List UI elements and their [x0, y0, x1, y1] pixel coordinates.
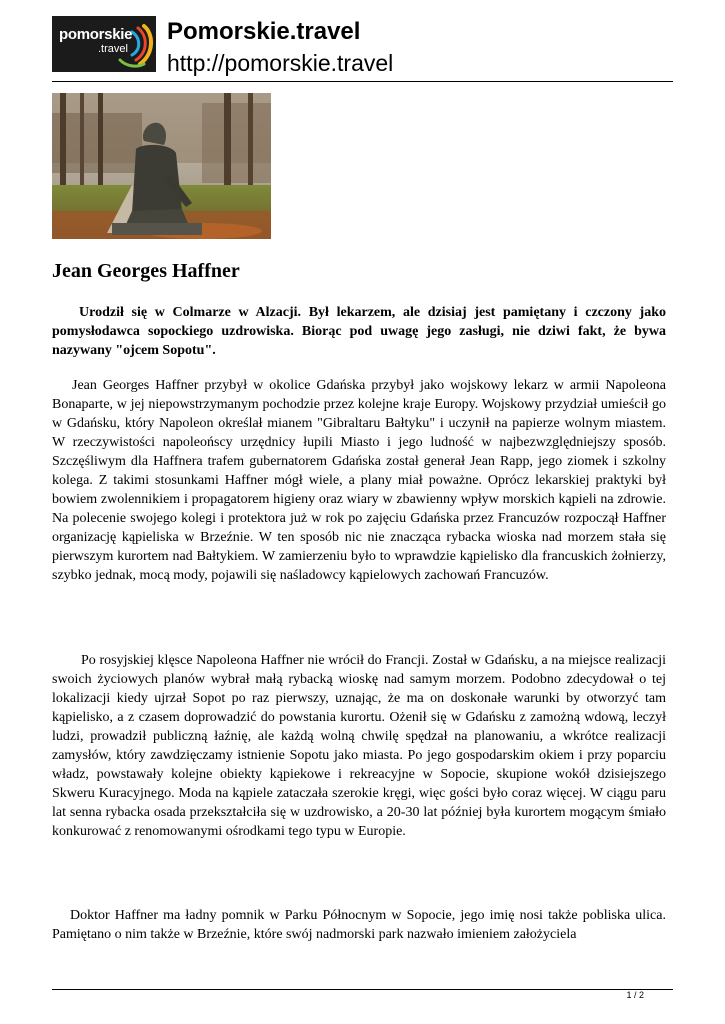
article-paragraph-2: Po rosyjskiej klęsce Napoleona Haffner nie wrócił do Francji. Został w Gdańsku, a na miejsce realizacji swoich życiowych planów wybrał małą rybacką wioskę nad samym morzem. Podobno zdecydował o tej lokalizacji kiedy ujrzał Sopot po raz pierwszy, uznając, że ma on doskonałe warunki by otworzyć tam kąpielisko, a z czasem doprowadzić do powstania kurortu. Ożenił się w Gdańsku z zamożną wdową, leczył ludzi, prowadził publiczną łaźnię, ale każdą wolną chwilę spędzał na planowaniu, a wkrótce realizacji zamysłów, który zawdzięczamy istnienie Sopotu jako miasta. Po jego gospodarskim okiem i przy poparciu władz, powstawały kolejne obiekty kąpiekowe i rekreacyjne w Sopocie, skupione wokół dzisiejszego Skweru Kuracyjnego. Moda na kąpiele zataczała szerokie kręgi, więc gości było coraz więcej. W ciągu paru lat senna rybacka osada przekształciła się w uzdrowisko, a 20-30 lat później była kurortem mogącym śmiało konkurować z renomowanymi ośrodkami tego typu w Europie. [52, 653, 666, 839]
monument-image [52, 93, 271, 239]
header-divider [52, 81, 673, 82]
site-url[interactable]: http://pomorskie.travel [167, 50, 394, 76]
footer-divider [52, 989, 673, 990]
site-title: Pomorskie.travel [167, 18, 361, 45]
article-paragraph-1: Jean Georges Haffner przybył w okolice Gdańska przybył jako wojskowy lekarz w armii Napoleona Bonaparte, w jej niepowstrzymanym pochodzie przez kolejne kraje Europy. Wojskowy przydział umieścił go w Gdańsku, który Napoleon określał mianem "Gibraltaru Bałtyku" i uczynił na papierze wolnym miastem. W rzeczywistości napoleońscy urzędnicy łupili Miasto i jego ludność w najbezwzględniejszy sposób. Szczęśliwym dla Haffnera trafem gubernatorem Gdańska został generał Jean Rapp, jego ziomek i szkolny kolega. Z takimi stosunkami Haffner mógł wiele, a plany miał poważne. Oprócz lekarskiej praktyki był bowiem zwolennikiem i propagatorem higieny oraz wiary w zbawienny wpływ morskich kąpieli na zdrowie. Na polecenie swojego kolegi i protektora już w rok po zajęciu Gdańska przez Francuzów rozpoczął Haffner organizację kąpieliska w Brzeźnie. W ten sposób nic nie znacząca rybacka wioska nad morzem stała się pierwszym kurortem nad Bałtykiem. W zamierzeniu było to wprawdzie kąpielisko dla francuskich żołnierzy, szybko jednak, mocą mody, pojawili się naśladowcy kąpielowych zachowań Francuzów. [52, 378, 666, 583]
page-header [52, 16, 673, 82]
article-title: Jean Georges Haffner [52, 260, 240, 282]
haffner-monument-photo [52, 93, 271, 239]
page-number: 1 / 2 [626, 990, 644, 1000]
pomorskie-travel-logo[interactable] [52, 16, 156, 72]
logo-sub: .travel [98, 43, 128, 55]
article-lead: Urodził się w Colmarze w Alzacji. Był lekarzem, ale dzisiaj jest pamiętany i czczony jako pomysłodawca sopockiego uzdrowiska. Biorąc pod uwagę jego zasługi, nie dziwi fakt, że bywa nazywany "ojcem Sopotu". [52, 305, 666, 358]
article-paragraph-3: Doktor Haffner ma ładny pomnik w Parku Północnym w Sopocie, jego imię nosi także pobliska ulica. Pamiętano o nim także w Brzeźnie, które swój nadmorski park nazwało imieniem założyciela [52, 908, 666, 942]
logo-word: pomorskie [59, 26, 133, 43]
